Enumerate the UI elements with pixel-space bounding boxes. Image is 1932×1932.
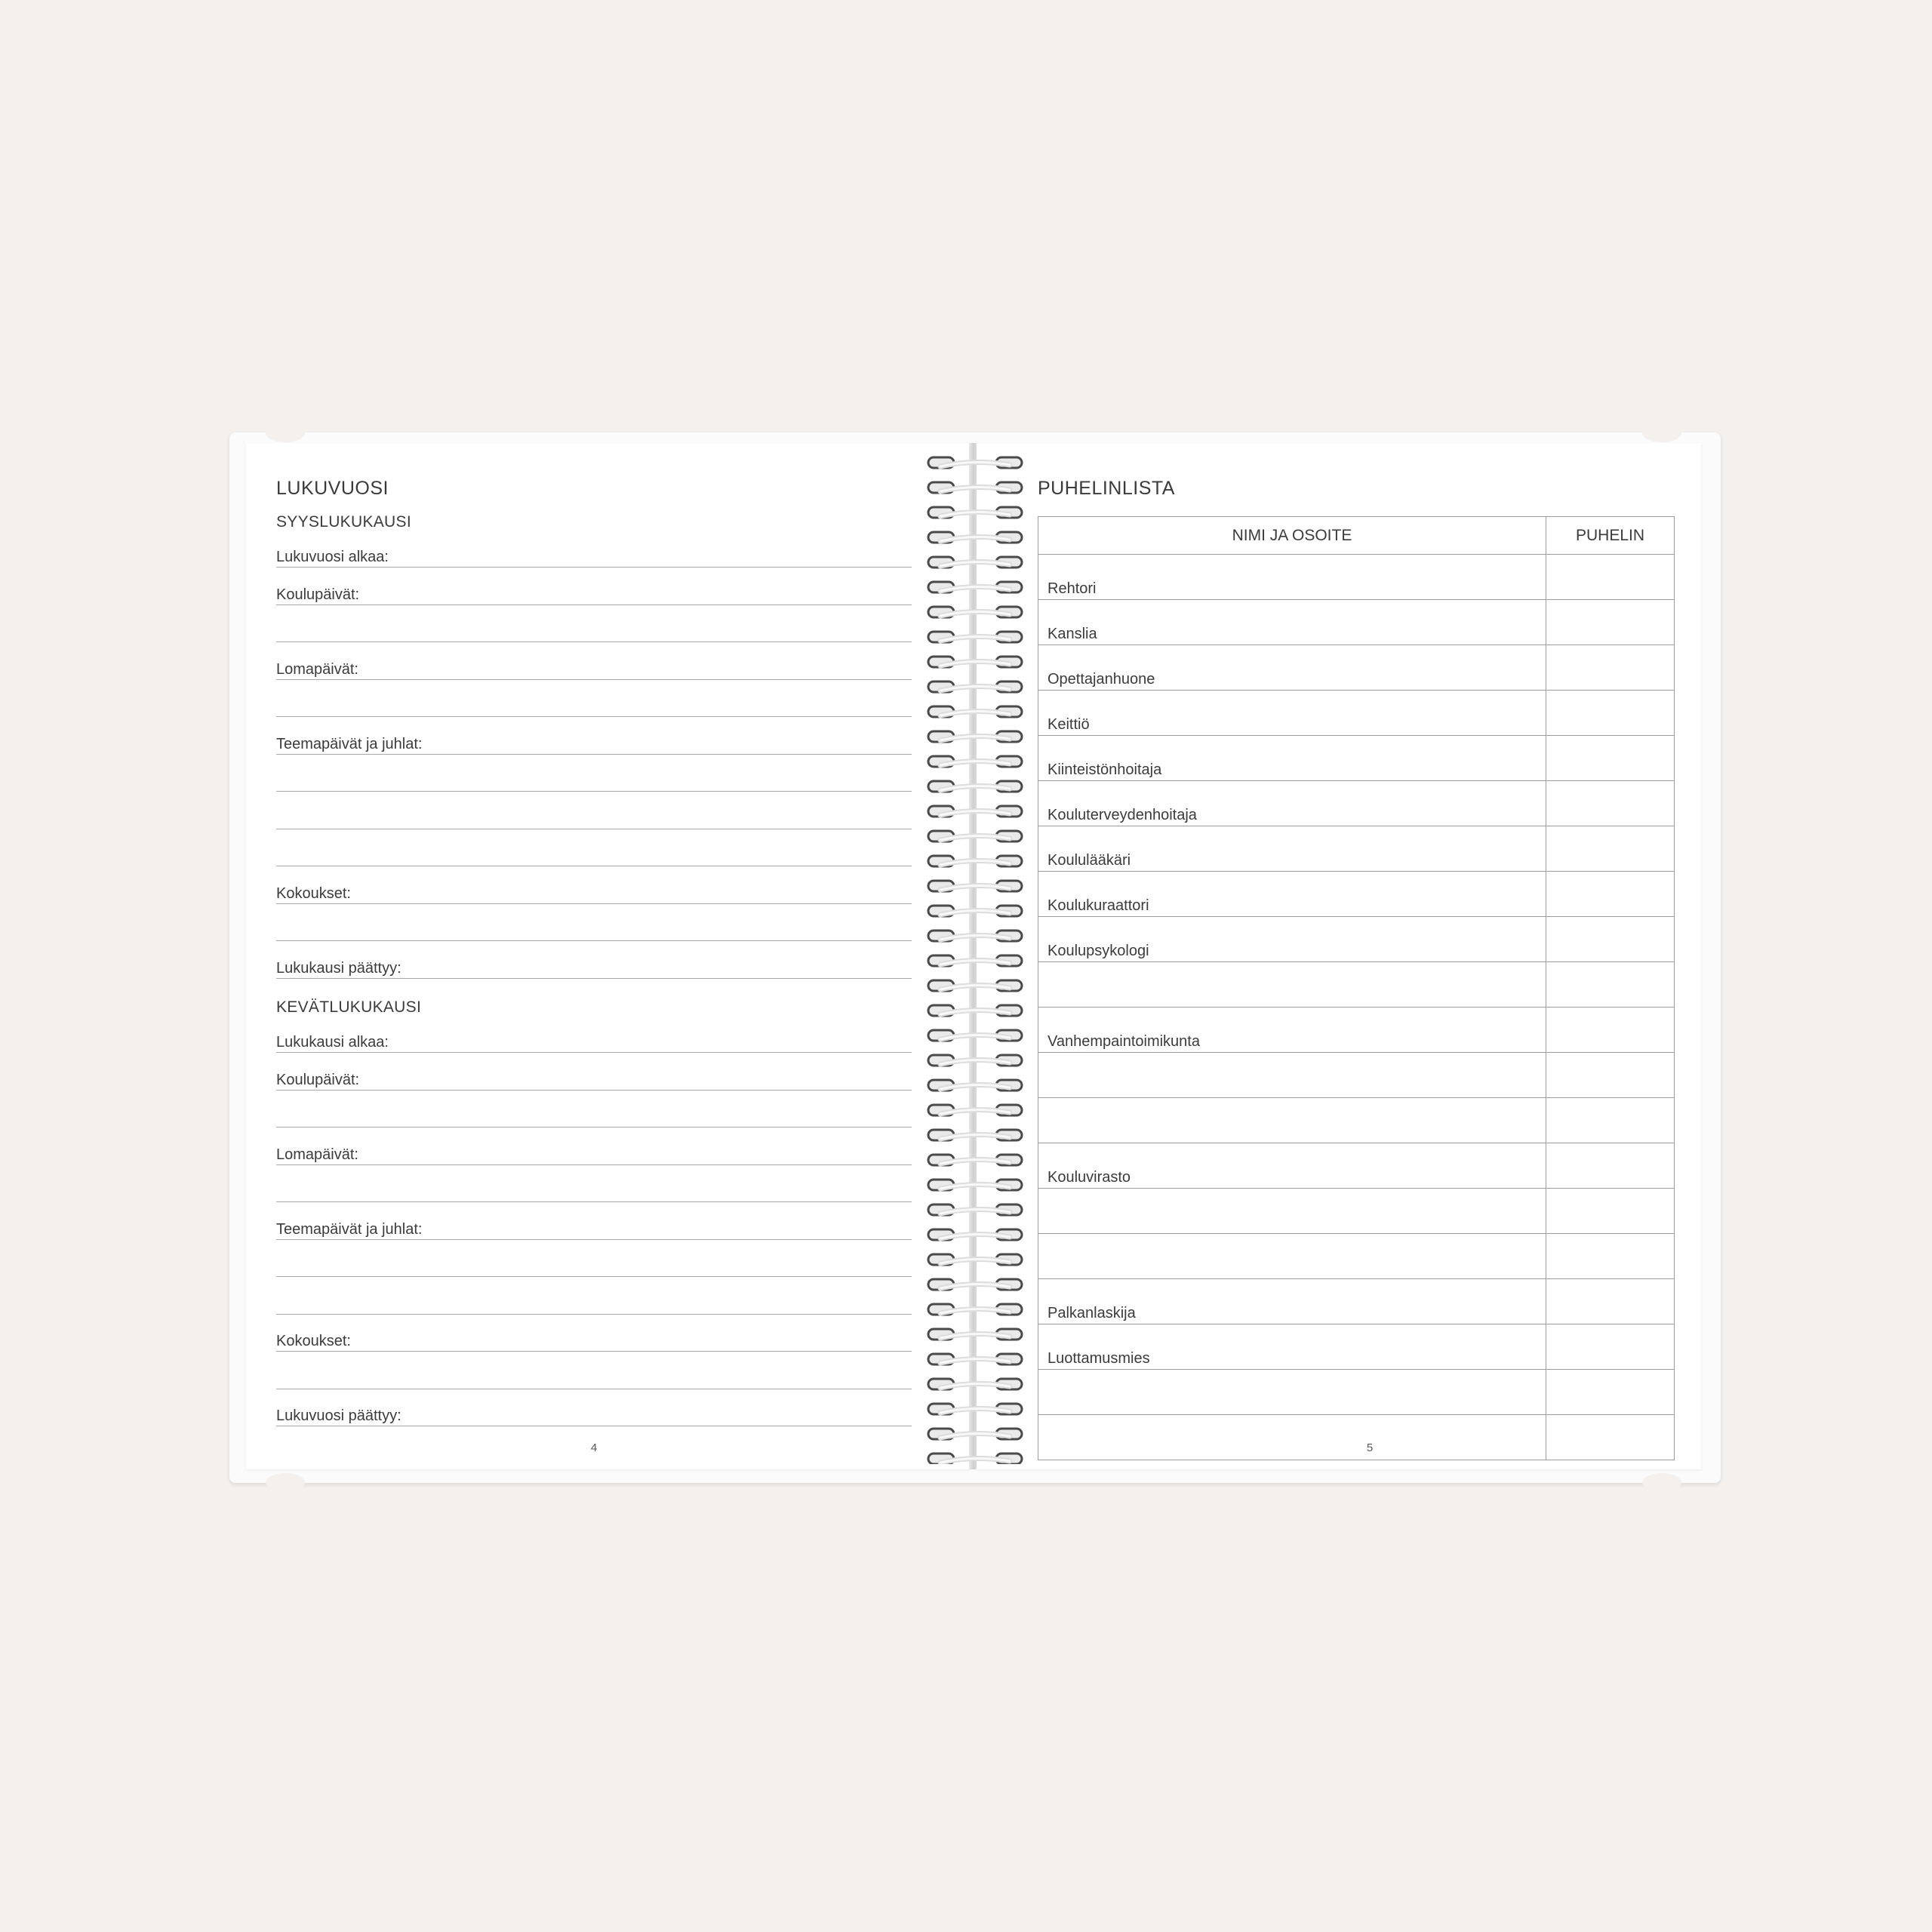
form-row	[276, 650, 912, 680]
blank-line-row	[276, 761, 912, 792]
table-row	[1038, 1053, 1675, 1098]
table-row	[1038, 1143, 1675, 1189]
spiral-coil	[928, 1055, 1022, 1066]
spiral-coil	[928, 1130, 1022, 1140]
spiral-coil	[928, 706, 1022, 717]
form-label: Kokoukset:	[276, 1333, 355, 1350]
form-label: Kokoukset:	[276, 885, 355, 903]
column-header-name: NIMI JA OSOITE	[1038, 517, 1546, 555]
writing-line[interactable]	[276, 1276, 912, 1277]
spiral-coil	[928, 1379, 1022, 1389]
contact-name-cell[interactable]: Keittiö	[1038, 691, 1546, 736]
phone-number-cell[interactable]	[1546, 1279, 1675, 1324]
phone-number-cell[interactable]	[1546, 1008, 1675, 1053]
contact-name-cell[interactable]: Kouluvirasto	[1038, 1143, 1546, 1189]
form-row	[276, 1210, 912, 1240]
right-page	[977, 443, 1701, 1469]
spiral-coil	[928, 806, 1022, 817]
phone-number-cell[interactable]	[1546, 645, 1675, 691]
form-row	[276, 874, 912, 904]
blank-line-row	[276, 1097, 912, 1128]
cover-notch	[266, 1473, 305, 1491]
form-label: Koulupäivät:	[276, 586, 364, 604]
contact-name-cell[interactable]: Vanhempaintoimikunta	[1038, 1008, 1546, 1053]
cover-notch	[1642, 1473, 1681, 1491]
contact-name-cell[interactable]	[1038, 962, 1546, 1008]
contact-name-cell[interactable]	[1038, 1098, 1546, 1143]
table-row	[1038, 645, 1675, 691]
spiral-coil	[928, 1254, 1022, 1265]
spiral-coil	[928, 881, 1022, 891]
spiral-coil	[928, 980, 1022, 991]
spiral-coil	[928, 831, 1022, 841]
spiral-binding	[927, 453, 1023, 1464]
table-row	[1038, 691, 1675, 736]
spiral-coil	[928, 1204, 1022, 1215]
contact-name-cell[interactable]	[1038, 1234, 1546, 1279]
contact-name-cell[interactable]	[1038, 1370, 1546, 1415]
table-row	[1038, 1370, 1675, 1415]
contact-name-cell[interactable]: Kouluterveydenhoitaja	[1038, 781, 1546, 826]
writing-line[interactable]	[276, 1090, 912, 1091]
form-label: Lukuvuosi päättyy:	[276, 1407, 406, 1425]
writing-line[interactable]	[276, 754, 912, 755]
table-row	[1038, 736, 1675, 781]
table-row	[1038, 600, 1675, 645]
cover-notch	[1642, 424, 1681, 442]
contact-name-cell[interactable]	[1038, 1189, 1546, 1234]
blank-line-row	[276, 911, 912, 941]
table-row	[1038, 872, 1675, 917]
spiral-coil	[928, 582, 1022, 592]
form-row	[276, 1135, 912, 1165]
spiral-coil	[928, 1005, 1022, 1016]
table-row	[1038, 1324, 1675, 1370]
phone-list-table	[1038, 516, 1675, 1460]
phone-number-cell[interactable]	[1546, 781, 1675, 826]
table-row	[1038, 1234, 1675, 1279]
phone-number-cell[interactable]	[1546, 1053, 1675, 1098]
blank-line-row	[276, 799, 912, 829]
spiral-coil	[928, 1429, 1022, 1439]
table-row	[1038, 1098, 1675, 1143]
writing-line[interactable]	[276, 1127, 912, 1128]
spiral-coil	[928, 931, 1022, 941]
phone-number-cell[interactable]	[1546, 555, 1675, 600]
spiral-coil	[928, 1155, 1022, 1165]
phone-number-cell[interactable]	[1546, 1143, 1675, 1189]
spiral-coil	[928, 955, 1022, 966]
spiral-coil	[928, 607, 1022, 617]
phone-number-cell[interactable]	[1546, 1098, 1675, 1143]
table-row	[1038, 1008, 1675, 1053]
page-title: LUKUVUOSI	[276, 478, 389, 499]
page-title: PUHELINLISTA	[1038, 478, 1175, 499]
contact-name-cell[interactable]: Koulukuraattori	[1038, 872, 1546, 917]
blank-line-row	[276, 1172, 912, 1202]
spiral-coil	[928, 1229, 1022, 1240]
contact-name-cell[interactable]: Kanslia	[1038, 600, 1546, 645]
writing-line[interactable]	[276, 1239, 912, 1240]
writing-line[interactable]	[276, 940, 912, 941]
spiral-coil	[928, 1030, 1022, 1041]
phone-number-cell[interactable]	[1546, 1370, 1675, 1415]
form-label: Lukuvuosi alkaa:	[276, 549, 393, 566]
form-label: Lukukausi alkaa:	[276, 1034, 393, 1051]
blank-line-row	[276, 1284, 912, 1315]
writing-line[interactable]	[276, 903, 912, 904]
writing-line[interactable]	[276, 1164, 912, 1165]
table-row	[1038, 781, 1675, 826]
writing-line[interactable]	[276, 567, 912, 568]
contact-name-cell[interactable]: Kiinteistönhoitaja	[1038, 736, 1546, 781]
form-row	[276, 1396, 912, 1426]
writing-line[interactable]	[276, 1201, 912, 1202]
contact-name-cell[interactable]: Koululääkäri	[1038, 826, 1546, 872]
contact-name-cell[interactable]: Luottamusmies	[1038, 1324, 1546, 1370]
contact-name-cell[interactable]: Opettajanhuone	[1038, 645, 1546, 691]
phone-number-cell[interactable]	[1546, 962, 1675, 1008]
writing-line[interactable]	[276, 978, 912, 979]
phone-number-cell[interactable]	[1546, 1234, 1675, 1279]
spiral-coil	[928, 1180, 1022, 1190]
form-row	[276, 575, 912, 605]
blank-line-row	[276, 836, 912, 866]
form-label: Teemapäivät ja juhlat:	[276, 1221, 426, 1238]
phone-number-cell[interactable]	[1546, 1324, 1675, 1370]
contact-name-cell[interactable]: Rehtori	[1038, 555, 1546, 600]
form-label: Lomapäivät:	[276, 1146, 363, 1164]
spiral-coil	[928, 731, 1022, 742]
spiral-coil	[928, 1404, 1022, 1414]
phone-number-cell[interactable]	[1546, 736, 1675, 781]
table-row	[1038, 1279, 1675, 1324]
spiral-coil	[928, 1304, 1022, 1315]
blank-line-row	[276, 1359, 912, 1389]
table-row	[1038, 1189, 1675, 1234]
writing-line[interactable]	[276, 1052, 912, 1053]
spiral-coil	[928, 1080, 1022, 1091]
form-row	[276, 1023, 912, 1053]
phone-number-cell[interactable]	[1546, 1189, 1675, 1234]
table-row	[1038, 826, 1675, 872]
writing-line[interactable]	[276, 1351, 912, 1352]
table-row	[1038, 555, 1675, 600]
spiral-coil	[928, 1354, 1022, 1364]
spiral-coil	[928, 532, 1022, 543]
writing-line[interactable]	[276, 679, 912, 680]
contact-name-cell[interactable]	[1038, 1415, 1546, 1460]
spiral-coil	[928, 482, 1022, 493]
writing-line[interactable]	[276, 716, 912, 717]
page-number: 4	[590, 1441, 598, 1454]
blank-line-row	[276, 612, 912, 642]
blank-line-row	[276, 687, 912, 717]
spiral-coil	[928, 681, 1022, 692]
spiral-coil	[928, 756, 1022, 767]
spiral-coil	[928, 1454, 1022, 1464]
form-row	[276, 537, 912, 568]
phone-number-cell[interactable]	[1546, 1415, 1675, 1460]
spiral-coil	[928, 1105, 1022, 1115]
spiral-coil	[928, 657, 1022, 667]
phone-number-cell[interactable]	[1546, 872, 1675, 917]
writing-line[interactable]	[276, 1314, 912, 1315]
spiral-coil	[928, 856, 1022, 866]
form-label: Koulupäivät:	[276, 1072, 364, 1089]
section-heading-autumn: SYYSLUKUKAUSI	[276, 513, 411, 531]
writing-line[interactable]	[276, 641, 912, 642]
spiral-coil	[928, 906, 1022, 916]
form-row	[276, 724, 912, 755]
spiral-coil	[928, 1279, 1022, 1290]
form-row	[276, 1060, 912, 1091]
blank-line-row	[276, 1247, 912, 1277]
form-row	[276, 1321, 912, 1352]
spiral-coil	[928, 507, 1022, 518]
form-label: Teemapäivät ja juhlat:	[276, 736, 426, 753]
cover-notch	[266, 424, 305, 442]
contact-name-cell[interactable]: Koulupsykologi	[1038, 917, 1546, 962]
form-row	[276, 949, 912, 979]
writing-line[interactable]	[276, 791, 912, 792]
form-label: Lukukausi päättyy:	[276, 960, 406, 977]
left-page	[246, 443, 971, 1469]
table-row	[1038, 962, 1675, 1008]
spiral-coil	[928, 1329, 1022, 1340]
phone-number-cell[interactable]	[1546, 600, 1675, 645]
spiral-coil	[928, 632, 1022, 642]
form-label: Lomapäivät:	[276, 661, 363, 678]
spiral-coil	[928, 457, 1022, 468]
phone-number-cell[interactable]	[1546, 691, 1675, 736]
phone-number-cell[interactable]	[1546, 917, 1675, 962]
column-header-phone: PUHELIN	[1546, 517, 1675, 555]
contact-name-cell[interactable]: Palkanlaskija	[1038, 1279, 1546, 1324]
contact-name-cell[interactable]	[1038, 1053, 1546, 1098]
table-header-row	[1038, 517, 1675, 555]
spiral-coil	[928, 781, 1022, 792]
spiral-coil	[928, 557, 1022, 568]
table-row	[1038, 917, 1675, 962]
phone-number-cell[interactable]	[1546, 826, 1675, 872]
page-number: 5	[1366, 1441, 1374, 1454]
section-heading-spring: KEVÄTLUKUKAUSI	[276, 998, 422, 1016]
